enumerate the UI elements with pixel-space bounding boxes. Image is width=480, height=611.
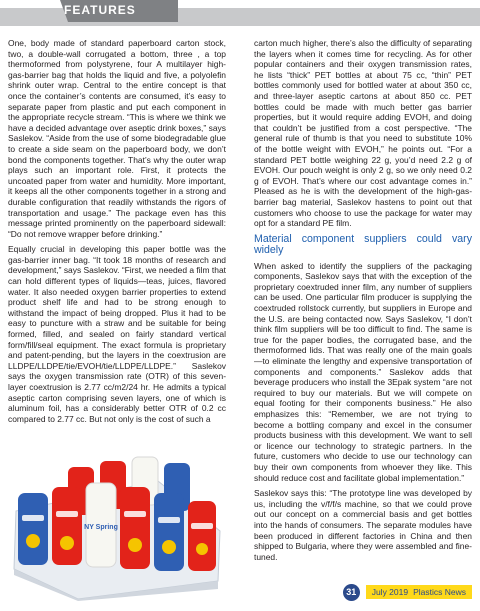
left-paragraph-2: Equally crucial in developing this paper bottle was the gas-barrier inner bag. “It took 18 months of research and development,” says Saslekov. “First, we needed a film that can hold different types of liquids—teas, juices, flavored water. It also needed oxygen barrier properties to extend product shelf life and had to be strong enough to withstand the impact of being dropped. Plus it had to be easy to puncture with a straw and be suitable for being formed, filled, and sealed on fairly standard vertical form/fill/seal equipment. The exact formula is proprietary and patent-pending, but the layers in the coextrusion are LLDPE/LLDPE/tie/EVOH/tie/LLDPE/LLDPE.” Saslekov says the oxygen transmission rate (OTR) of this seven-layer coextrusion is 2.77 cc/m2/24 hr. He admits a typical aseptic carton comprising seven layers, one of which is aluminum foil, has a considerably better OTR of 0.2 cc compared to 2.77 cc. But not only is the cost of such a: [8, 244, 226, 424]
left-paragraph-1: One, body made of standard paperboard carton stock, two, a double-wall corrugated a bottom, three , a top thermoformed from polystyrene, four A multilayer high-gas-barrier bag that holds the liquid and five, a polyolefin shrink outer wrap. Central to the entire concept is that once the container’s contents are consumed, it’s easy to separate paper from plastic and put each component in the appropriate recycle stream. “This is where we think we have a decided advantage over aseptic drink boxes,” says Saslekov. “Aside from the use of some biodegradable glue to create a side seam on the paperboard body, we don’t bond the components together. That’s why the outer wrap plays such an important role. First, it protects the uncoated paper from water and humidity. More important, it keeps all the other components together in a strong and durable configuration that readily withstands the rigors of transportation and usage.” The package even has this message printed prominently on the paperboard sidewall: “Do not remove wrapper before drinking.”: [8, 38, 226, 239]
section-label: FEATURES: [64, 3, 136, 17]
left-column: [8, 38, 226, 429]
subheading: Material component suppliers could vary widely: [254, 232, 472, 257]
right-paragraph-1: carton much higher, there’s also the difficulty of separating the layers when it comes time for recycling. As for other popular containers and their oxygen transmission rates, he lists “thick” PET bottles at about 75 cc, “thin” PET bottles commonly used for bottled water at about 350 cc, and three-layer aseptic cartons at about 850 cc. PET bottles could be made with much better gas barrier properties, but it would require adding EVOH, and doing that couldn’t be justified from a cost perspective. “The general rule of thumb is that you need to substitute 10% of the bottle weight with EVOH,” he points out. “For a standard PET bottle weighing 22 g, you’d need 2.2 g of EVOH. Our pouch weight is only 2 g, so we only need 0.2 g of EVOH. That’s where our cost advantage comes in.” Pleased as he is with the development of the high-gas-barrier bag material, Saslekov hastens to point out that customers who choose to use the package for water may opt for a standard PE film.: [254, 38, 472, 229]
product-photo: [8, 453, 224, 601]
right-column: [254, 38, 472, 567]
issue-date: July 2019: [371, 587, 409, 597]
section-banner: [0, 0, 480, 26]
brand-label: NY Spring: [84, 524, 118, 531]
page-number: 31: [343, 584, 360, 601]
right-paragraph-2: When asked to identify the suppliers of the packaging components, Saslekov says that with the exception of the proprietary coextruded inner film, any number of suppliers can be used. One particular film producer is supplying the coextruded rollstock currently, but suppliers in Europe and the U.S. are being contacted now. Says Saslekov, “I don’t think film suppliers will be too difficult to find. The same is true for the paper bodies, the corrugated base, and the thermoformed lids. That was really one of the main goals—to eliminate the lengthy and expensive transportation of components and components.” Saslekov adds that beverage producers who install the 3Epak system “are not required to buy our materials. But we will compete on equal footing for their components business.” He also emphasizes this: “Remember, we are not trying to become a bottling company and excel in the consumer products business with this development. We want to sell or licence our technology to strategic partners. In the future, customers who decide to use our technology can buy their own components from whoever they like. This should reduce cost and facilitate global implementation.”: [254, 260, 472, 483]
right-paragraph-3: Saslekov says this: “The prototype line was developed by us, including the v/f/f/s machine, so that we could prove out our concept on a commercial basis and get bottles into the hands of consumers. The separate modules have been produced in different factories in China and then shipped to Bulgaria, where they were assembled and fine-tuned.: [254, 488, 472, 562]
footer-bar: [366, 585, 472, 599]
magazine-name: Plastics News: [413, 587, 466, 597]
page-footer: [343, 584, 472, 600]
